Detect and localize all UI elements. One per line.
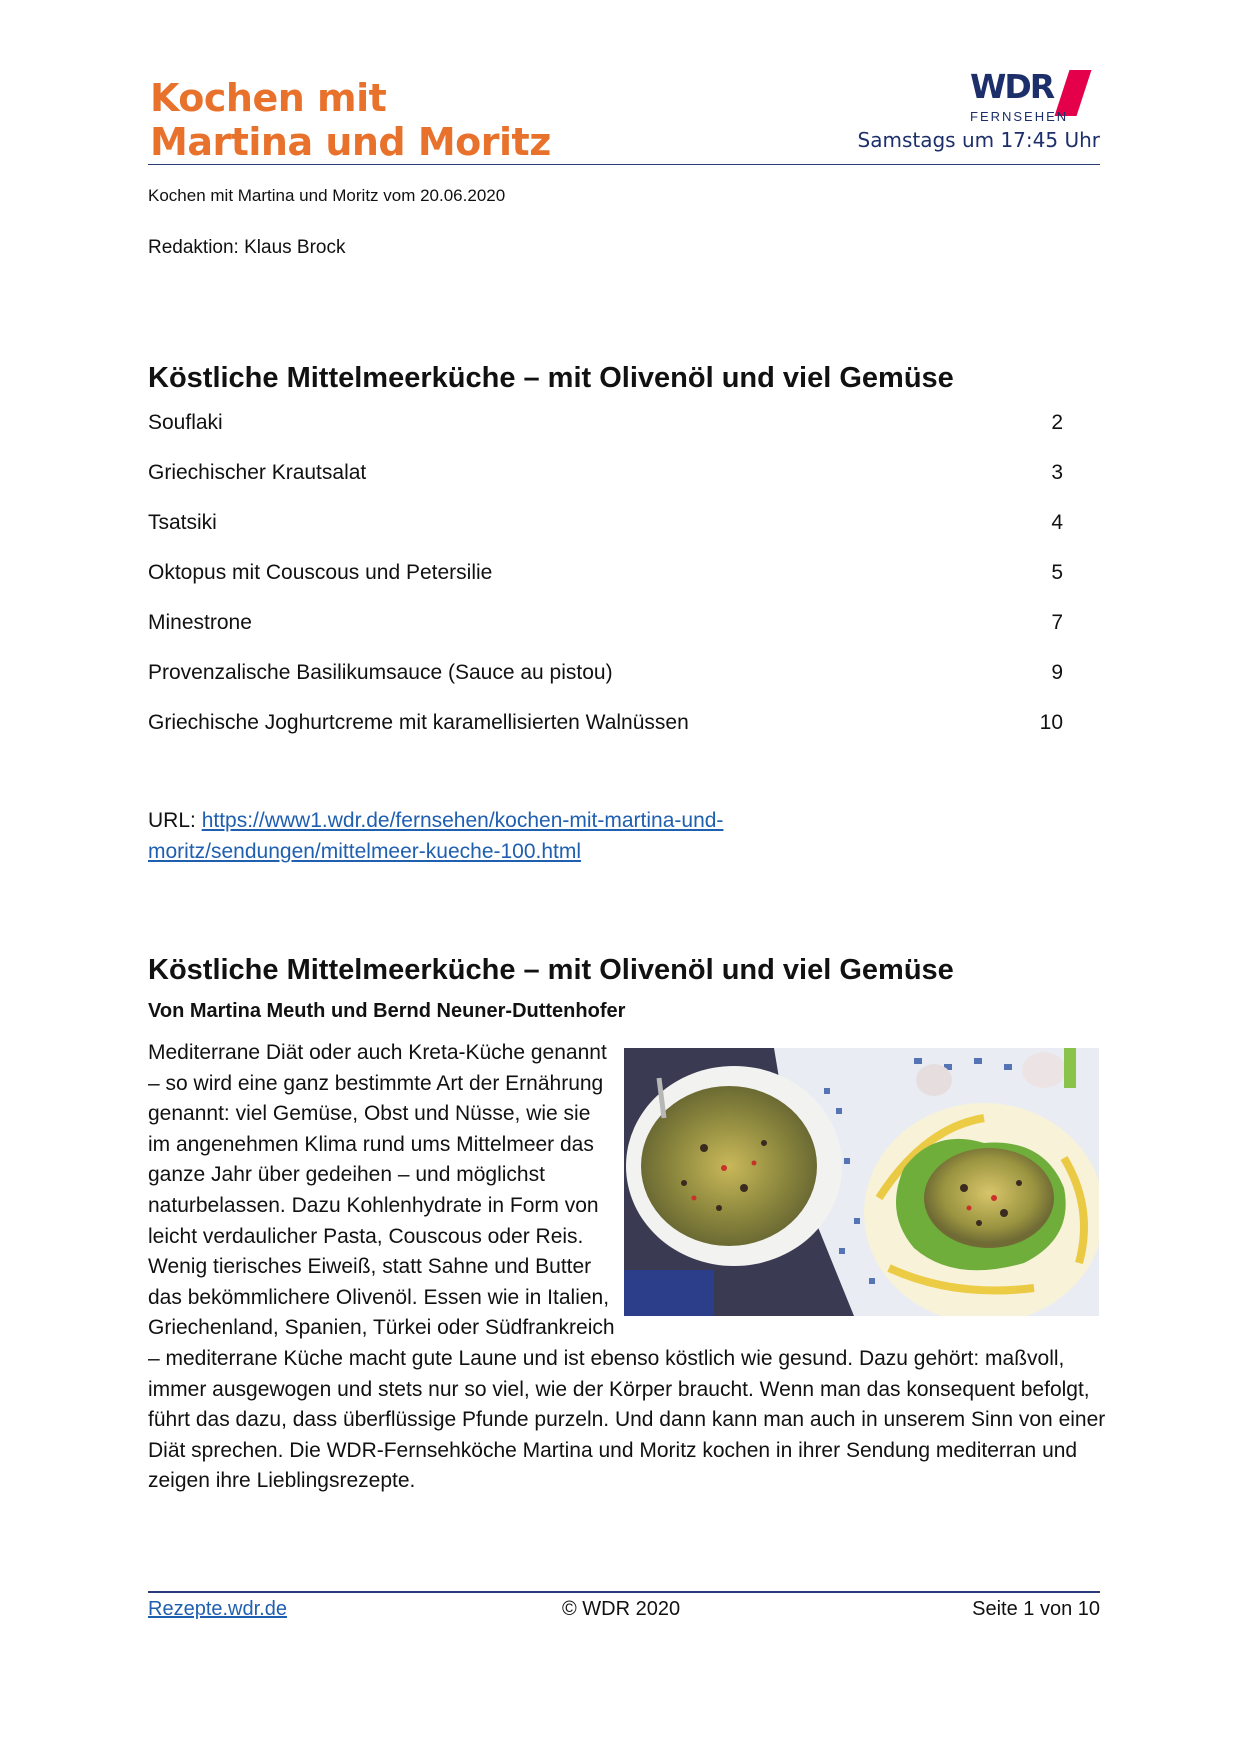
- toc-item-label: Souflaki: [148, 411, 223, 434]
- toc-item[interactable]: [148, 708, 1063, 758]
- toc-item-page: 2: [1051, 411, 1063, 434]
- food-photo-image: [624, 1048, 1099, 1316]
- air-time: Samstags um 17:45 Uhr: [857, 128, 1100, 152]
- table-of-contents: [148, 408, 1063, 758]
- toc-item-page: 10: [1039, 711, 1063, 734]
- toc-item[interactable]: [148, 458, 1063, 508]
- footer-page-number: Seite 1 von 10: [972, 1598, 1100, 1620]
- toc-item-label: Griechische Joghurtcreme mit karamellisierten Walnüssen: [148, 711, 689, 734]
- toc-item-page: 3: [1051, 461, 1063, 484]
- article-title: Köstliche Mittelmeerküche – mit Olivenöl und viel Gemüse: [148, 954, 954, 986]
- toc-item-label: Oktopus mit Couscous und Petersilie: [148, 561, 493, 584]
- wdr-logo-subtitle: FERNSEHEN: [970, 109, 1069, 124]
- toc-item-label: Griechischer Krautsalat: [148, 461, 367, 484]
- url-link-line2: moritz/sendungen/mittelmeer-kueche-100.html: [148, 840, 582, 863]
- toc-item[interactable]: [148, 558, 1063, 608]
- show-title-line1: Kochen mit: [150, 76, 387, 120]
- recipe-url-link[interactable]: [148, 809, 723, 863]
- toc-item[interactable]: [148, 408, 1063, 458]
- toc-item-page: 7: [1051, 611, 1063, 634]
- url-block: [148, 805, 868, 867]
- toc-item-label: Tsatsiki: [148, 511, 217, 534]
- editor-line: Redaktion: Klaus Brock: [148, 237, 346, 258]
- toc-item[interactable]: [148, 608, 1063, 658]
- footer-website-link[interactable]: Rezepte.wdr.de: [148, 1598, 287, 1620]
- url-label: URL:: [148, 809, 202, 832]
- toc-item-page: 4: [1051, 511, 1063, 534]
- toc-item-label: Provenzalische Basilikumsauce (Sauce au pistou): [148, 661, 613, 684]
- article-body: Mediterrane Diät oder auch Kreta-Küche genannt – so wird eine ganz bestimmte Art der Ernährung genannt: viel Gemüse, Obst und Nüsse, wie sie im angenehmen Klima rund ums Mittelmeer das ganze Jahr über gedeihen – und möglichst naturbelassen. Dazu Kohlenhydrate in Form von leicht verdaulicher Pasta, Couscous oder Reis. Wenig tierisches Eiweiß, statt Sahne und Butter das bekömmlichere Olivenöl. Essen wie in Italien, Griechenland, Spanien, Türkei oder Südfrankreich – mediterrane Küche macht gute Laune und ist ebenso köstlich wie gesund. Dazu gehört: maßvoll, immer ausgewogen und stets nur so viel, wie der Körper braucht. Wenn man das konsequent befolgt, führt das dazu, dass überflüssige Pfunde purzeln. Und dann kann man auch in unserem Sinn von einer Diät sprechen. Die WDR-Fernsehköche Martina und Moritz kochen in ihrer Sendung mediterran und zeigen ihre Lieblingsrezepte.: [148, 1041, 1106, 1493]
- toc-title: Köstliche Mittelmeerküche – mit Olivenöl und viel Gemüse: [148, 362, 954, 394]
- broadcast-date-line: Kochen mit Martina und Moritz vom 20.06.2020: [148, 186, 506, 205]
- header-divider: [148, 164, 1100, 165]
- show-title-line2: Martina und Moritz: [150, 120, 551, 164]
- article-byline: Von Martina Meuth und Bernd Neuner-Duttenhofer: [148, 1000, 626, 1022]
- food-photo: [624, 1048, 1099, 1316]
- show-title: [150, 76, 551, 164]
- footer-copyright: © WDR 2020: [562, 1598, 681, 1620]
- toc-item-page: 5: [1051, 561, 1063, 584]
- toc-item-label: Minestrone: [148, 611, 252, 634]
- toc-item[interactable]: [148, 658, 1063, 708]
- url-link-line1: https://www1.wdr.de/fernsehen/kochen-mit-martina-und-: [201, 809, 724, 832]
- wdr-logo: [970, 69, 1100, 127]
- footer-divider: [148, 1591, 1100, 1593]
- toc-item-page: 9: [1051, 661, 1063, 684]
- toc-item[interactable]: [148, 508, 1063, 558]
- wdr-logo-text: WDR: [970, 67, 1054, 106]
